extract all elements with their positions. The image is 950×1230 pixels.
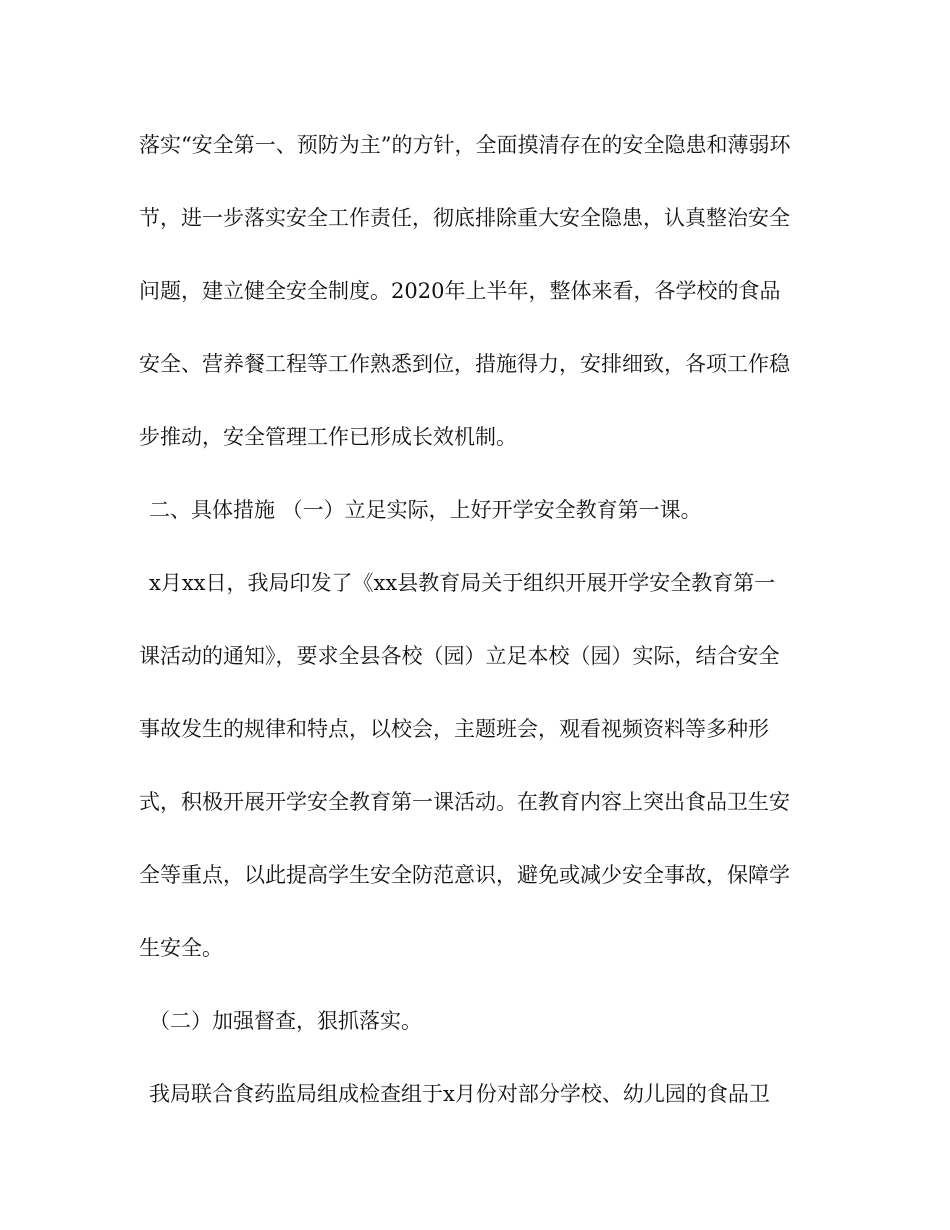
paragraph-line: 课活动的通知》，要求全县各校（园）立足本校（园）实际，结合安全 — [139, 644, 780, 668]
paragraph-line: 全等重点，以此提高学生安全防范意识，避免或减少安全事故，保障学 — [139, 863, 790, 887]
paragraph-line: 步推动，安全管理工作已形成长效机制。 — [139, 425, 517, 449]
paragraph-line: 式，积极开展开学安全教育第一课活动。在教育内容上突出食品卫生安 — [139, 790, 790, 814]
paragraph-line: 我局联合食药监局组成检查组于x月份对部分学校、幼儿园的食品卫 — [149, 1082, 770, 1106]
paragraph-line: 落实“安全第一、预防为主”的方针，全面摸清存在的安全隐患和薄弱环 — [139, 133, 791, 157]
paragraph-line: 生安全。 — [139, 936, 223, 960]
subsection-heading: （二）加强督查，狠抓落实。 — [149, 1009, 422, 1033]
paragraph-line: 问题，建立健全安全制度。2020年上半年，整体来看，各学校的食品 — [139, 279, 781, 303]
paragraph-line: 安全、营养餐工程等工作熟悉到位，措施得力，安排细致，各项工作稳 — [139, 352, 790, 376]
paragraph-line: 节，进一步落实安全工作责任，彻底排除重大安全隐患，认真整治安全 — [139, 206, 790, 230]
document-body — [139, 120, 819, 1142]
paragraph-line: x月xx日，我局印发了《xx县教育局关于组织开展开学安全教育第一 — [149, 571, 776, 595]
section-heading: 二、具体措施 （一）立足实际，上好开学安全教育第一课。 — [149, 498, 702, 522]
paragraph-line: 事故发生的规律和特点，以校会，主题班会，观看视频资料等多种形 — [139, 717, 769, 741]
